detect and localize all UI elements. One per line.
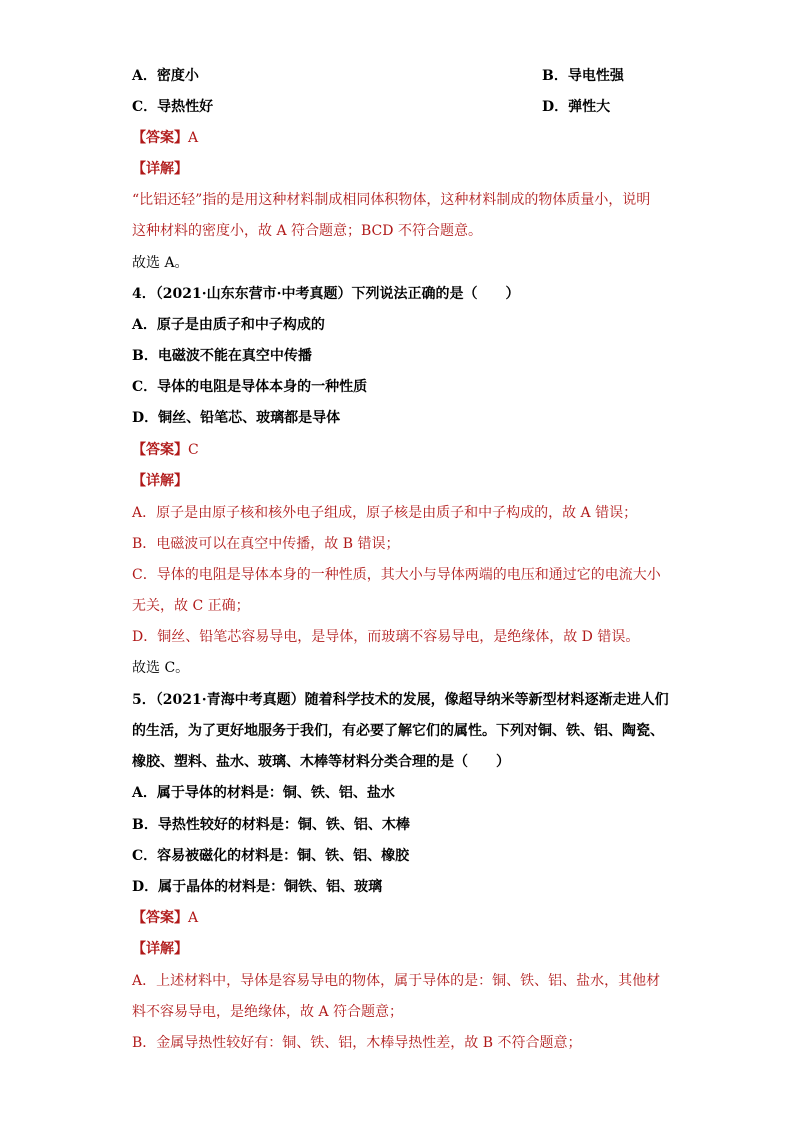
q5-detail-a2: 料不容易导电，是绝缘体，故 A 符合题意； — [132, 1004, 404, 1020]
q4-detail-a: A．原子是由原子核和核外电子组成，原子核是由质子和中子构成的，故 A 错误； — [132, 505, 638, 521]
q3-options-row1 — [132, 66, 624, 86]
q5-option-a: A．属于导体的材料是：铜、铁、铝、盐水 — [132, 785, 395, 801]
answer-value: A — [188, 910, 199, 926]
q5-detail-b: B．金属导热性较好有：铜、铁、铝，木棒导热性差，故 B 不符合题意； — [132, 1035, 582, 1051]
q5-question-line1: 5．（2021·青海中考真题）随着科学技术的发展，像超导纳米等新型材料逐渐走进人们 — [132, 692, 669, 708]
q5-question-line3: 橡胶、塑料、盐水、玻璃、木棒等材料分类合理的是（ ） — [132, 754, 510, 770]
q5-option-b: B．导热性较好的材料是：铜、铁、铝、木棒 — [132, 817, 410, 833]
q3-detail-line1: “比铝还轻”指的是用这种材料制成相同体积物体，这种材料制成的物体质量小，说明 — [132, 192, 651, 208]
answer-tag: 【答案】 — [132, 910, 188, 926]
q4-conclusion: 故选 C。 — [132, 660, 190, 676]
q5-question-line2: 的生活，为了更好地服务于我们，有必要了解它们的属性。下列对铜、铁、铝、陶瓷、 — [132, 723, 664, 739]
answer-tag: 【答案】 — [132, 442, 188, 458]
q4-answer — [132, 440, 199, 460]
q3-options-row2 — [132, 97, 611, 117]
q5-detail-tag: 【详解】 — [132, 941, 188, 957]
q5-detail-a1: A．上述材料中，导体是容易导电的物体，属于导体的是：铜、铁、铝、盐水，其他材 — [132, 973, 661, 989]
q4-detail-c1: C．导体的电阻是导体本身的一种性质，其大小与导体两端的电压和通过它的电流大小 — [132, 567, 661, 583]
q3-conclusion: 故选 A。 — [132, 255, 189, 271]
q4-detail-b: B．电磁波可以在真空中传播，故 B 错误； — [132, 536, 400, 552]
q3-answer — [132, 128, 198, 148]
q4-option-b: B．电磁波不能在真空中传播 — [132, 348, 312, 364]
q4-question: 4．（2021·山东东营市·中考真题）下列说法正确的是（ ） — [132, 286, 520, 302]
q4-detail-d: D．铜丝、铅笔芯容易导电，是导体，而玻璃不容易导电，是绝缘体，故 D 错误。 — [132, 629, 640, 645]
q3-option-c: C．导热性好 — [132, 99, 214, 115]
q4-detail-tag: 【详解】 — [132, 473, 188, 489]
answer-value: A — [188, 130, 199, 146]
q5-option-d: D．属于晶体的材料是：铜铁、铝、玻璃 — [132, 879, 383, 895]
q3-option-b: B．导电性强 — [542, 68, 624, 84]
q3-option-a: A．密度小 — [132, 68, 199, 84]
q3-detail-tag: 【详解】 — [132, 161, 188, 177]
q3-detail-line2: 这种材料的密度小，故 A 符合题意；BCD 不符合题意。 — [132, 223, 482, 239]
q5-answer — [132, 908, 198, 928]
q3-option-d: D．弹性大 — [542, 99, 611, 115]
q4-option-a: A．原子是由质子和中子构成的 — [132, 317, 325, 333]
q5-option-c: C．容易被磁化的材料是：铜、铁、铝、橡胶 — [132, 848, 410, 864]
answer-tag: 【答案】 — [132, 130, 188, 146]
q4-option-d: D．铜丝、铅笔芯、玻璃都是导体 — [132, 410, 341, 426]
q4-option-c: C．导体的电阻是导体本身的一种性质 — [132, 379, 368, 395]
q4-detail-c2: 无关，故 C 正确； — [132, 598, 250, 614]
answer-value: C — [188, 442, 199, 458]
